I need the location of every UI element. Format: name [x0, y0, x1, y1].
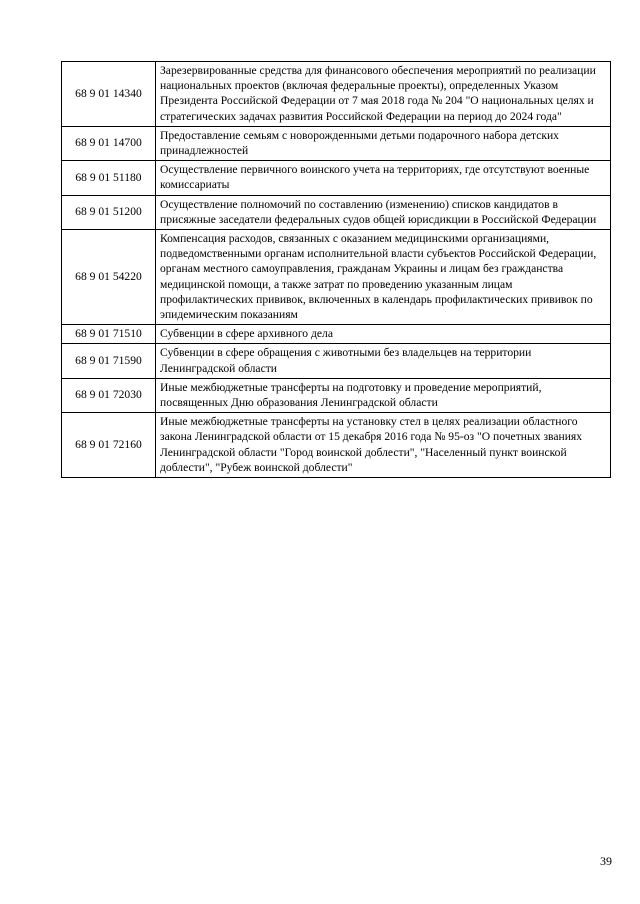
row-description: Осуществление первичного воинского учета на территориях, где отсутствуют военные комиссариаты: [156, 161, 611, 195]
row-code: 68 9 01 51200: [62, 195, 156, 229]
row-description: Иные межбюджетные трансферты на подготовку и проведение мероприятий, посвященных Дню образования Ленинградской области: [156, 378, 611, 412]
row-code: 68 9 01 51180: [62, 161, 156, 195]
row-description: Субвенции в сфере обращения с животными без владельцев на территории Ленинградской области: [156, 344, 611, 378]
row-code: 68 9 01 14340: [62, 62, 156, 127]
row-description: Иные межбюджетные трансферты на установку стел в целях реализации областного закона Ленинградской области от 15 декабря 2016 года № 95-оз "О почетных званиях Ленинградской области "Город воинской доблести", "Населенный пункт воинской доблести", "Рубеж воинской доблести": [156, 413, 611, 478]
row-description: Субвенции в сфере архивного дела: [156, 325, 611, 344]
budget-classification-table: [61, 61, 611, 478]
row-code: 68 9 01 71590: [62, 344, 156, 378]
row-code: 68 9 01 72160: [62, 413, 156, 478]
table-row: [62, 126, 611, 160]
table-row: [62, 344, 611, 378]
row-code: 68 9 01 54220: [62, 230, 156, 325]
table-row: [62, 161, 611, 195]
row-description: Компенсация расходов, связанных с оказанием медицинскими организациями, подведомственными органам исполнительной власти субъектов Российской Федерации, органам местного самоуправления, гражданам Украины и лицам без гражданства медицинской помощи, а также затрат по проведению указанным лицам профилактических прививок, включенных в календарь профилактических прививок по эпидемическим показаниям: [156, 230, 611, 325]
row-code: 68 9 01 14700: [62, 126, 156, 160]
table-row: [62, 62, 611, 127]
table-row: [62, 195, 611, 229]
row-code: 68 9 01 72030: [62, 378, 156, 412]
table-row: [62, 230, 611, 325]
table-row: [62, 325, 611, 344]
page-number: 39: [600, 854, 612, 868]
row-description: Осуществление полномочий по составлению (изменению) списков кандидатов в присяжные заседатели федеральных судов общей юрисдикции в Российской Федерации: [156, 195, 611, 229]
row-description: Предоставление семьям с новорожденными детьми подарочного набора детских принадлежностей: [156, 126, 611, 160]
table-row: [62, 378, 611, 412]
table-row: [62, 413, 611, 478]
row-description: Зарезервированные средства для финансового обеспечения мероприятий по реализации национальных проектов (включая федеральные проекты), определенных Указом Президента Российской Федерации от 7 мая 2018 года № 204 "О национальных целях и стратегических задачах развития Российской Федерации на период до 2024 года": [156, 62, 611, 127]
row-code: 68 9 01 71510: [62, 325, 156, 344]
